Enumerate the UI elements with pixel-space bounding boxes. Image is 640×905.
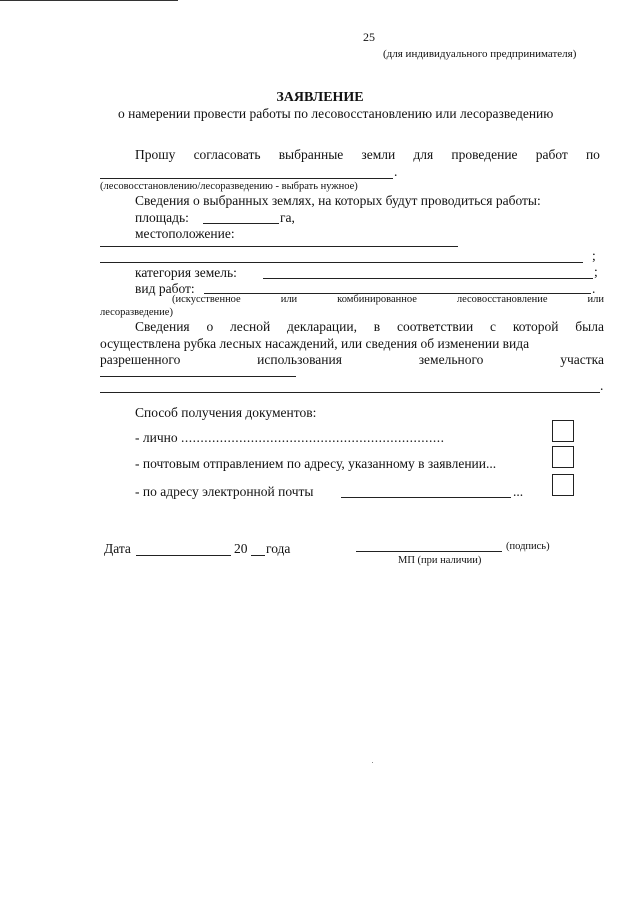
declaration-field-line1[interactable]: [100, 376, 296, 377]
work-kind-hint: (лесовосстановлению/лесоразведению - выбрать нужное): [100, 181, 358, 192]
mail-checkbox[interactable]: [552, 446, 574, 468]
work-kind-field[interactable]: [100, 178, 393, 179]
land-info-heading: Сведения о выбранных землях, на которых будут проводиться работы:: [135, 193, 541, 208]
location-field-line1[interactable]: [100, 246, 458, 247]
entrepreneur-note: (для индивидуального предпринимателя): [383, 48, 577, 60]
location-field-line2[interactable]: [100, 262, 583, 263]
scan-speck: [372, 762, 373, 763]
area-field[interactable]: [203, 223, 279, 224]
year-suffix: года: [266, 541, 291, 556]
request-line: Прошу согласовать выбранные земли для проведение работ по: [135, 147, 600, 162]
category-label: категория земель:: [135, 265, 237, 280]
email-field[interactable]: [341, 497, 511, 498]
date-label: Дата: [104, 541, 131, 556]
delivery-heading: Способ получения документов:: [135, 405, 317, 420]
signature-hint: (подпись): [506, 541, 550, 552]
work-type-hint: (искусственное или комбинированное лесовосстановление или: [172, 294, 604, 305]
location-label: местоположение:: [135, 226, 235, 241]
delivery-option-mail: - почтовым отправлением по адресу, указанному в заявлении...: [135, 456, 497, 471]
work-type-label: вид работ:: [135, 281, 195, 296]
delivery-option-personal: - лично ....................................................................: [135, 430, 445, 445]
declaration-line2: осуществлена рубка лесных насаждений, или сведения об изменении вида: [100, 336, 530, 351]
date-field[interactable]: [136, 555, 231, 556]
email-checkbox[interactable]: [552, 474, 574, 496]
declaration-line3: разрешенного использования земельного участка: [100, 352, 604, 367]
year-field[interactable]: [251, 555, 265, 556]
area-label: площадь:: [135, 210, 189, 225]
delivery-option-email: - по адресу электронной почты: [135, 484, 314, 499]
document-title: ЗАЯВЛЕНИЕ: [276, 90, 364, 105]
personal-checkbox[interactable]: [552, 420, 574, 442]
document-subtitle: о намерении провести работы по лесовосстановлению или лесоразведению: [118, 106, 554, 121]
year-prefix: 20: [234, 541, 248, 556]
top-rule: [0, 0, 178, 1]
category-field[interactable]: [263, 278, 593, 279]
stamp-hint: МП (при наличии): [398, 555, 482, 566]
page-number: 25: [363, 30, 375, 44]
area-unit: га,: [280, 210, 295, 225]
declaration-field-line2[interactable]: [100, 392, 600, 393]
signature-field[interactable]: [356, 551, 502, 552]
declaration-line1: Сведения о лесной декларации, в соответствии с которой была: [135, 319, 604, 334]
